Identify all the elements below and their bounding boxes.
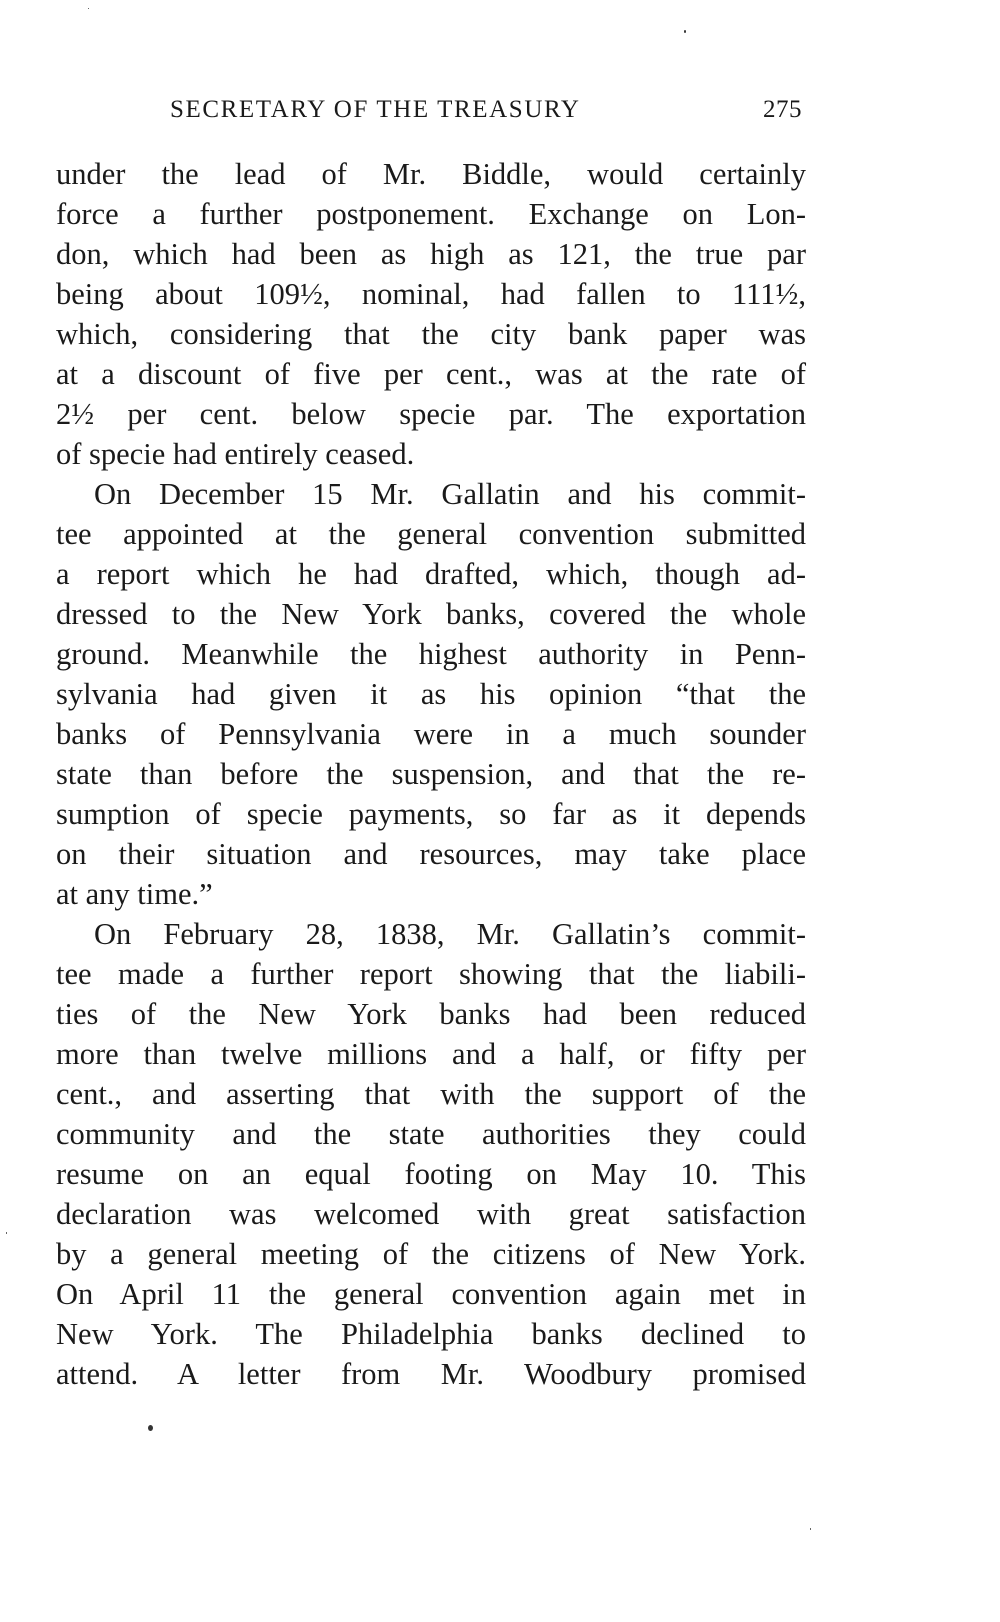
text-line: On December 15 Mr. Gallatin and his commit- <box>94 477 806 511</box>
text-line: force a further postponement. Exchange on Lon- <box>56 197 806 231</box>
text-line: sumption of specie payments, so far as it depends <box>56 797 806 831</box>
scan-speck <box>88 8 89 9</box>
running-head <box>170 96 802 136</box>
text-line: a report which he had drafted, which, though ad- <box>56 557 806 591</box>
scan-speck <box>148 1425 153 1431</box>
text-line: more than twelve millions and a half, or fifty per <box>56 1037 806 1071</box>
text-line: at any time.” <box>56 877 213 911</box>
text-line: under the lead of Mr. Biddle, would certainly <box>56 157 806 191</box>
text-line: community and the state authorities they could <box>56 1117 806 1151</box>
text-line: ground. Meanwhile the highest authority in Penn- <box>56 637 806 671</box>
text-line: state than before the suspension, and that the re- <box>56 757 806 791</box>
text-line: which, considering that the city bank paper was <box>56 317 806 351</box>
text-line: on their situation and resources, may take place <box>56 837 806 871</box>
scan-speck <box>684 30 686 33</box>
text-line: at a discount of five per cent., was at the rate of <box>56 357 806 391</box>
text-line: banks of Pennsylvania were in a much sounder <box>56 717 806 751</box>
text-line: 2½ per cent. below specie par. The exportation <box>56 397 806 431</box>
text-line: cent., and asserting that with the support of the <box>56 1077 806 1111</box>
scan-speck <box>6 1232 7 1234</box>
text-line: sylvania had given it as his opinion “that the <box>56 677 806 711</box>
text-line: resume on an equal footing on May 10. This <box>56 1157 806 1191</box>
text-line: On February 28, 1838, Mr. Gallatin’s commit- <box>94 917 806 951</box>
text-line: don, which had been as high as 121, the true par <box>56 237 806 271</box>
text-line: attend. A letter from Mr. Woodbury promised <box>56 1357 806 1391</box>
text-line: declaration was welcomed with great satisfaction <box>56 1197 806 1231</box>
text-line: dressed to the New York banks, covered the whole <box>56 597 806 631</box>
text-line: being about 109½, nominal, had fallen to 111½, <box>56 277 806 311</box>
running-title: SECRETARY OF THE TREASURY <box>170 96 581 123</box>
text-line: tee appointed at the general convention submitted <box>56 517 806 551</box>
text-line: New York. The Philadelphia banks declined to <box>56 1317 806 1351</box>
body-text <box>56 154 806 1394</box>
text-line: On April 11 the general convention again met in <box>56 1277 806 1311</box>
scan-speck <box>810 1528 811 1530</box>
text-line: tee made a further report showing that the liabili- <box>56 957 806 991</box>
page-number: 275 <box>763 96 802 123</box>
text-line: by a general meeting of the citizens of New York. <box>56 1237 806 1271</box>
text-line: ties of the New York banks had been reduced <box>56 997 806 1031</box>
text-line: of specie had entirely ceased. <box>56 437 415 471</box>
